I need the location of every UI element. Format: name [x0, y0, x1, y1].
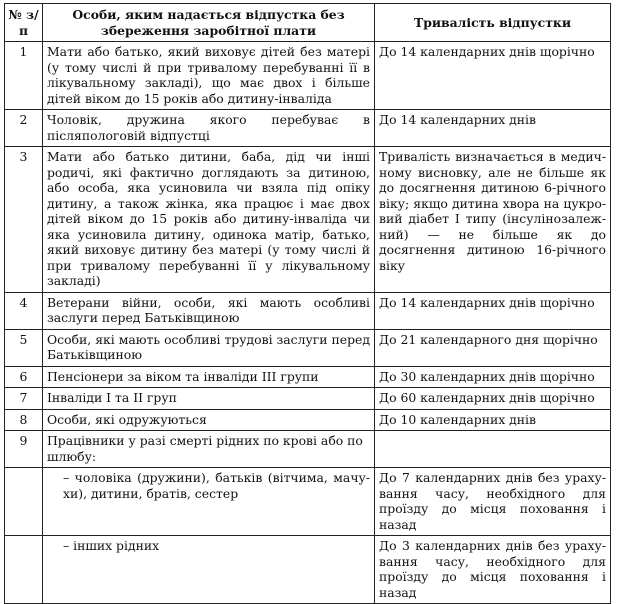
- table-row: [5, 292, 611, 329]
- subrow-number-empty: [5, 468, 43, 536]
- row-eligible-persons: Інваліди I та II груп: [43, 388, 375, 410]
- row-number: 2: [5, 110, 43, 147]
- table-row: [5, 42, 611, 110]
- table-row: [5, 409, 611, 431]
- row-number: 4: [5, 292, 43, 329]
- row-eligible-persons: Чоловік, дружина якого перебуває в післяпологовій відпустці: [43, 110, 375, 147]
- table-row: [5, 388, 611, 410]
- table-row: [5, 329, 611, 366]
- table-subrow: [5, 536, 611, 604]
- row-number: 1: [5, 42, 43, 110]
- row-eligible-persons: Мати або батько, який виховує дітей без матері (у тому числі й при тривалому перебуванні її в лікувальному закладі), що має двох і більше дітей віком до 15 років або дитину-інваліда: [43, 42, 375, 110]
- subrow-eligible-persons: – чоловіка (дружини), батьків (вітчима, мачухи), дитини, братів, сестер: [43, 468, 375, 536]
- row-duration: Тривалість визначається в медичному висновку, але не більше як до досягнення дитиною 6-річного віку; якщо дитина хвора на цукровий діабет I типу (інсулінозалежний) — не більше як до досягнення дитиною 16-річного віку: [375, 147, 611, 293]
- row-duration: До 14 календарних днів: [375, 110, 611, 147]
- row-eligible-persons: Мати або батько дитини, баба, дід чи інші родичі, які фактично доглядають за дитиною, або особа, яка усиновила чи взяла під опіку дитину, а також жінка, яка працює і має двох дітей віком до 15 років або дитину-інваліда чи яка усиновила дитину, одинока матір, батько, який виховує дитину без матері (у тому числі й при тривалому перебуванні її у лікувальному закладі): [43, 147, 375, 293]
- table-subrow: [5, 468, 611, 536]
- row-eligible-persons: Працівники у разі смерті рідних по крові або по шлюбу:: [43, 431, 375, 468]
- row-number: 8: [5, 409, 43, 431]
- row-duration: До 30 календарних днів щорічно: [375, 366, 611, 388]
- unpaid-leave-table: [4, 3, 611, 604]
- row-eligible-persons: Особи, які одружуються: [43, 409, 375, 431]
- table-row: [5, 110, 611, 147]
- table-header-row: [5, 4, 611, 42]
- header-leave-duration: Тривалість відпустки: [375, 4, 611, 42]
- header-eligible-persons: Особи, яким надається відпустка без збереження заробітної плати: [43, 4, 375, 42]
- row-duration: До 14 календарних днів щорічно: [375, 292, 611, 329]
- row-number: 3: [5, 147, 43, 293]
- table-row: [5, 366, 611, 388]
- row-eligible-persons: Особи, які мають особливі трудові заслуги перед Батьківщиною: [43, 329, 375, 366]
- header-number: № з/п: [5, 4, 43, 42]
- row-eligible-persons: Ветерани війни, особи, які мають особливі заслуги перед Батьківщиною: [43, 292, 375, 329]
- row-number: 5: [5, 329, 43, 366]
- table-row: [5, 431, 611, 468]
- row-eligible-persons: Пенсіонери за віком та інваліди III групи: [43, 366, 375, 388]
- subrow-number-empty: [5, 536, 43, 604]
- subrow-duration: До 7 календарних днів без урахування часу, необхідного для проїзду до місця поховання і назад: [375, 468, 611, 536]
- row-duration: До 10 календарних днів: [375, 409, 611, 431]
- row-number: 9: [5, 431, 43, 468]
- leave-table-document: [4, 3, 611, 604]
- row-duration: До 60 календарних днів щорічно: [375, 388, 611, 410]
- subrow-eligible-persons: – інших рідних: [43, 536, 375, 604]
- table-row: [5, 147, 611, 293]
- row-number: 6: [5, 366, 43, 388]
- row-duration: До 14 календарних днів щорічно: [375, 42, 611, 110]
- row-number: 7: [5, 388, 43, 410]
- subrow-duration: До 3 календарних днів без урахування часу, необхідного для проїзду до місця поховання і назад: [375, 536, 611, 604]
- row-duration: До 21 календарного дня щорічно: [375, 329, 611, 366]
- row-duration: [375, 431, 611, 468]
